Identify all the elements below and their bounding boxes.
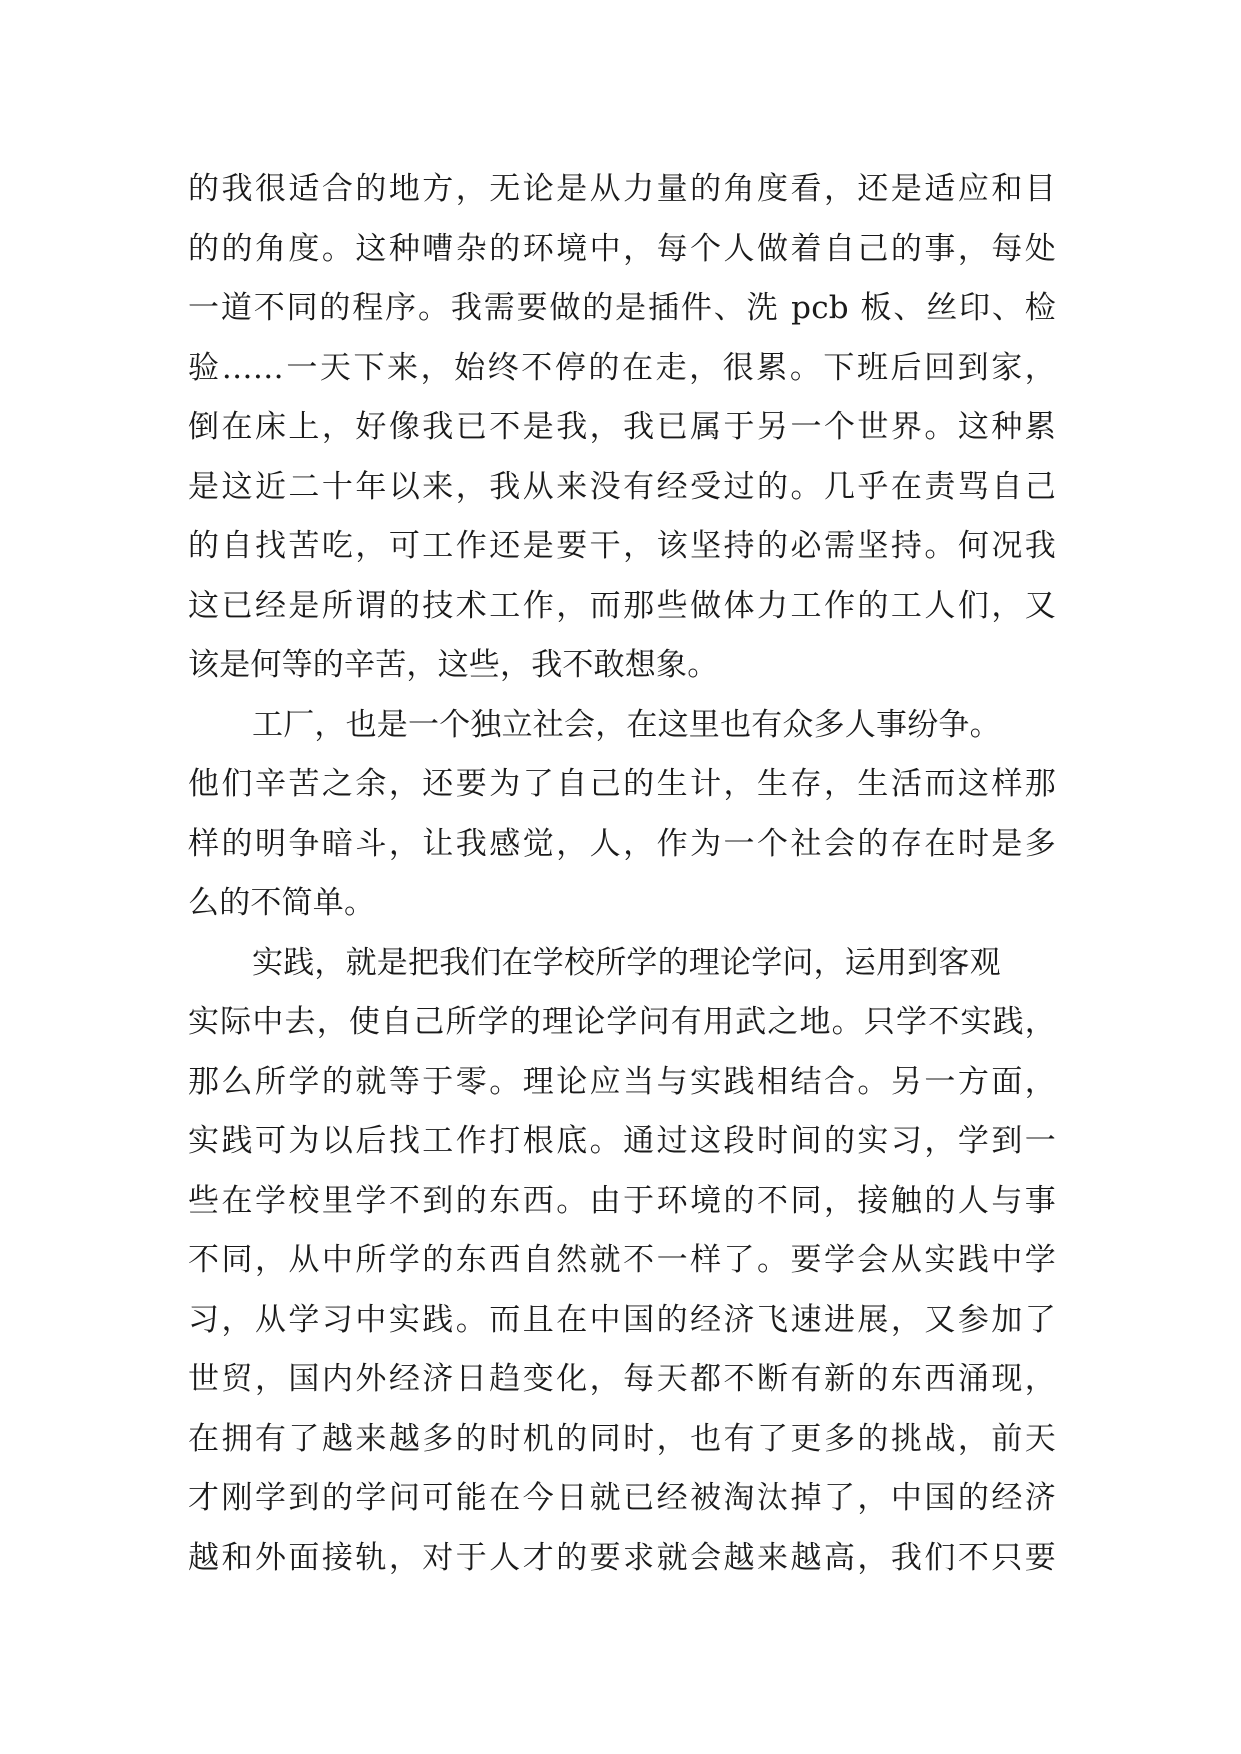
text-line: 才刚学到的学问可能在今日就已经被淘汰掉了，中国的经济 [188, 1480, 1056, 1516]
text-line: 倒在床上，好像我已不是我，我已属于另一个世界。这种累 [188, 409, 1056, 445]
text-line: 的自找苦吃，可工作还是要干，该坚持的必需坚持。何况我 [188, 528, 1056, 564]
text-line: 实践可为以后找工作打根底。通过这段时间的实习，学到一 [188, 1123, 1056, 1159]
text-line: 么的不简单。 [188, 885, 376, 921]
text-line: 验……一天下来，始终不停的在走，很累。下班后回到家， [188, 349, 1056, 386]
text-line: 世贸，国内外经济日趋变化，每天都不断有新的东西涌现， [188, 1361, 1056, 1397]
text-line: 不同，从中所学的东西自然就不一样了。要学会从实践中学 [188, 1242, 1056, 1278]
text-line: 这已经是所谓的技术工作，而那些做体力工作的工人们，又 [188, 587, 1056, 624]
text-line: 越和外面接轨，对于人才的要求就会越来越高，我们不只要 [188, 1539, 1056, 1576]
text-line: 该是何等的辛苦，这些，我不敢想象。 [188, 647, 719, 683]
paragraph-first-line: 实践，就是把我们在学校所学的理论学问，运用到客观 [252, 944, 1001, 981]
paragraph-first-line: 工厂，也是一个独立社会，在这里也有众多人事纷争。 [252, 706, 1001, 743]
text-line: 在拥有了越来越多的时机的同时，也有了更多的挑战，前天 [188, 1420, 1056, 1457]
text-line: 的我很适合的地方，无论是从力量的角度看，还是适应和目 [188, 171, 1056, 207]
text-line: 那么所学的就等于零。理论应当与实践相结合。另一方面， [188, 1063, 1056, 1100]
text-line: 的的角度。这种嘈杂的环境中，每个人做着自己的事，每处 [188, 230, 1056, 267]
text-line: 一道不同的程序。我需要做的是插件、洗 pcb 板、丝印、检 [188, 290, 1056, 326]
text-line: 他们辛苦之余，还要为了自己的生计，生存，生活而这样那 [188, 766, 1056, 802]
text-line: 些在学校里学不到的东西。由于环境的不同，接触的人与事 [188, 1182, 1056, 1219]
text-line: 实际中去，使自己所学的理论学问有用武之地。只学不实践， [188, 1004, 1056, 1040]
text-line: 习，从学习中实践。而且在中国的经济飞速进展，又参加了 [188, 1301, 1056, 1338]
body-text [188, 160, 1068, 1588]
text-line: 样的明争暗斗，让我感觉，人，作为一个社会的存在时是多 [188, 825, 1056, 862]
text-line: 是这近二十年以来，我从来没有经受过的。几乎在责骂自己 [188, 468, 1056, 505]
